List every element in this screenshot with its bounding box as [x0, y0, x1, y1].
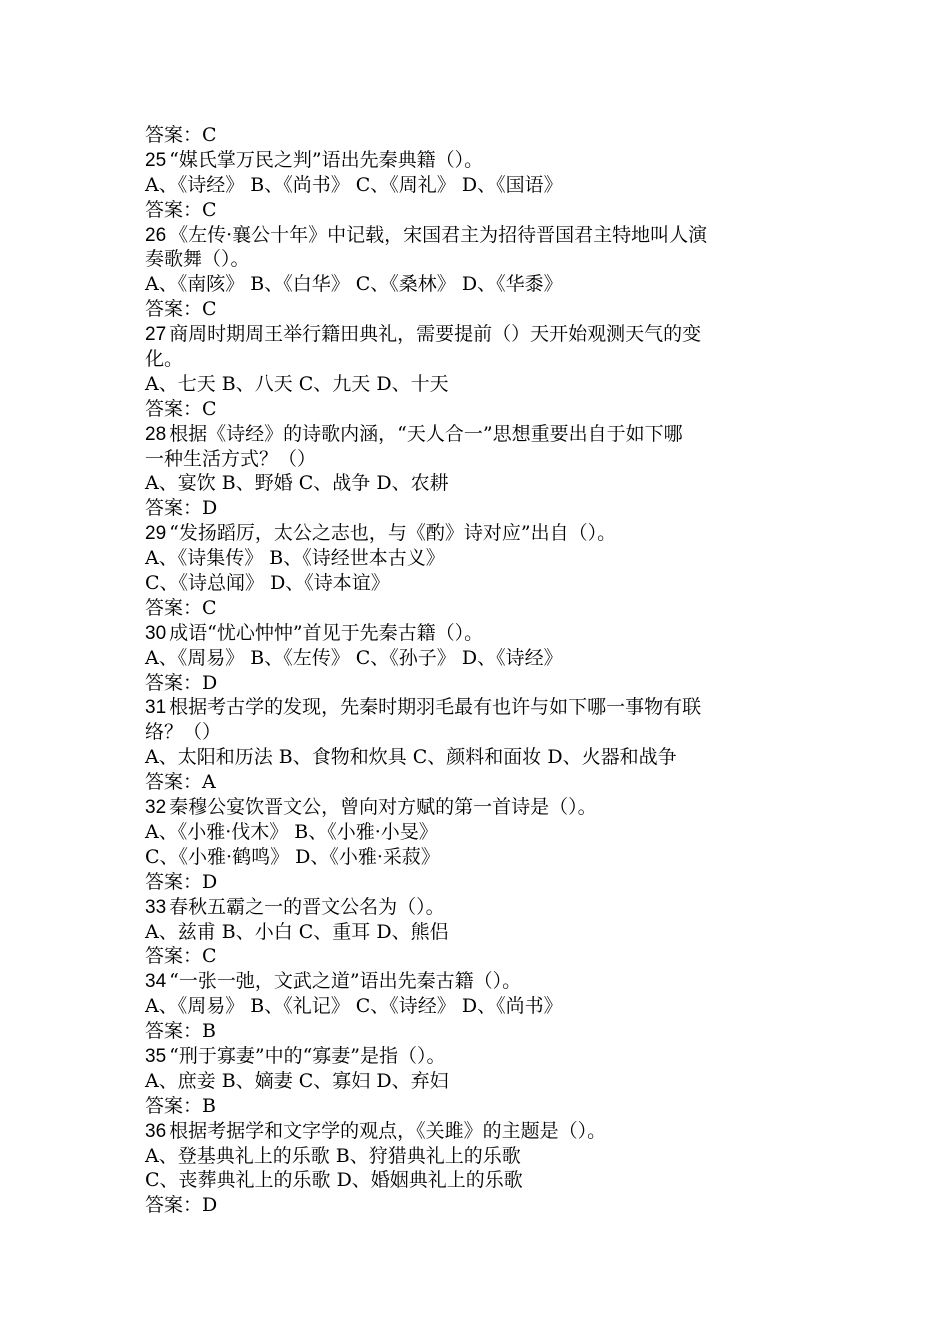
- question-item: [145, 322, 825, 422]
- question-stem-line: [145, 422, 825, 447]
- answer-line: 答案：D: [145, 671, 218, 694]
- question-stem-line: [145, 148, 825, 173]
- document-page: [145, 123, 825, 1218]
- answer-line: 答案：C: [145, 198, 217, 221]
- answer-line: 答案：C: [145, 298, 217, 321]
- question-item: [145, 795, 825, 895]
- question-stem-line: [145, 521, 825, 546]
- question-stem-text: 化。: [145, 348, 184, 371]
- question-stem-text: 根据考古学的发现，先秦时期羽毛最有也许与如下哪一事物有联: [169, 696, 702, 719]
- question-stem-text: 奏歌舞（）。: [145, 248, 250, 271]
- question-stem-text: 商周时期周王举行籍田典礼，需要提前（）天开始观测天气的变: [169, 323, 702, 346]
- question-number: 25: [145, 149, 167, 171]
- question-stem-text: “发扬蹈厉，太公之志也，与《酌》诗对应”出自（）。: [169, 522, 617, 545]
- question-number: 28: [145, 423, 167, 445]
- question-stem-line: [145, 223, 825, 248]
- question-number: 33: [145, 896, 167, 918]
- question-options-line: A、兹甫 B、小白 C、重耳 D、熊侣: [145, 920, 449, 943]
- question-stem-text: “媒氏掌万民之判”语出先秦典籍（）。: [169, 148, 484, 171]
- question-options-line: A、庶妾 B、嫡妻 C、寡妇 D、弃妇: [145, 1069, 449, 1092]
- question-stem-text: 络？（）: [145, 721, 222, 744]
- question-stem-line: [145, 795, 825, 820]
- question-item: [145, 521, 825, 621]
- question-stem-text: 秦穆公宴饮晋文公，曾向对方赋的第一首诗是（）。: [169, 796, 597, 819]
- question-item: [145, 148, 825, 223]
- question-stem-text: 成语“忧心忡忡”首见于先秦古籍（）。: [169, 621, 484, 644]
- question-number: 31: [145, 697, 167, 719]
- question-stem-text: 根据考据学和文字学的观点，《关雎》的主题是（）。: [169, 1119, 607, 1142]
- answer-line: 答案：B: [145, 1094, 216, 1117]
- question-options-line: C、《小雅·鹤鸣》 D、《小雅·采菽》: [145, 845, 440, 868]
- question-options-line: A、《诗经》 B、《尚书》 C、《周礼》 D、《国语》: [145, 173, 563, 196]
- question-item: [145, 895, 825, 970]
- answer-line: 答案：D: [145, 1194, 218, 1217]
- question-stem-line: [145, 1119, 825, 1144]
- answer-line: 答案：C: [145, 397, 217, 420]
- question-options-line: A、《周易》 B、《左传》 C、《孙子》 D、《诗经》: [145, 646, 563, 669]
- question-options-line: A、《南陔》 B、《白华》 C、《桑林》 D、《华黍》: [145, 273, 563, 296]
- question-options-line: A、太阳和历法 B、食物和炊具 C、颜料和面妆 D、火器和战争: [145, 746, 677, 769]
- question-number: 29: [145, 523, 167, 545]
- question-item: [145, 1044, 825, 1119]
- question-stem-line: [145, 969, 825, 994]
- question-stem-text: 根据《诗经》的诗歌内涵，“天人合一”思想重要出自于如下哪: [169, 422, 683, 445]
- question-stem-line: [145, 322, 825, 347]
- question-stem-text: 春秋五霸之一的晋文公名为（）。: [169, 895, 445, 918]
- question-stem-line: [145, 347, 825, 372]
- question-stem-text: “刑于寡妻”中的“寡妻”是指（）。: [169, 1044, 446, 1067]
- question-list: [145, 148, 825, 1218]
- question-number: 27: [145, 324, 167, 346]
- answer-line: 答案：B: [145, 1020, 216, 1043]
- question-options-line: A、七天 B、八天 C、九天 D、十天: [145, 372, 449, 395]
- question-item: [145, 969, 825, 1044]
- answer-line: 答案：A: [145, 771, 216, 794]
- question-stem-line: [145, 1044, 825, 1069]
- answer-line: 答案：C: [145, 124, 217, 146]
- question-number: 34: [145, 971, 167, 993]
- question-stem-text: 《左传·襄公十年》中记载，宋国君主为招待晋国君主特地叫人演: [169, 223, 708, 246]
- question-item: [145, 621, 825, 696]
- question-stem-line: [145, 895, 825, 920]
- question-stem-text: “一张一弛，文武之道”语出先秦古籍（）。: [169, 970, 522, 993]
- answer-line: 答案：C: [145, 945, 217, 968]
- question-number: 32: [145, 797, 167, 819]
- question-stem-line: [145, 447, 825, 472]
- question-options-line: C、丧葬典礼上的乐歌 D、婚姻典礼上的乐歌: [145, 1169, 523, 1192]
- question-number: 30: [145, 622, 167, 644]
- question-options-line: A、登基典礼上的乐歌 B、狩猎典礼上的乐歌: [145, 1144, 521, 1167]
- question-stem-line: [145, 247, 825, 272]
- answer-line: 答案：D: [145, 497, 218, 520]
- question-number: 36: [145, 1120, 167, 1142]
- question-item: [145, 422, 825, 522]
- question-options-line: A、宴饮 B、野婚 C、战争 D、农耕: [145, 472, 449, 495]
- question-number: 26: [145, 224, 167, 246]
- question-options-line: C、《诗总闻》 D、《诗本谊》: [145, 572, 390, 595]
- question-options-line: A、《诗集传》 B、《诗经世本古义》: [145, 547, 445, 570]
- question-options-line: A、《周易》 B、《礼记》 C、《诗经》 D、《尚书》: [145, 995, 563, 1018]
- question-item: [145, 223, 825, 323]
- question-options-line: A、《小雅·伐木》 B、《小雅·小旻》: [145, 820, 438, 843]
- question-item: [145, 695, 825, 795]
- answer-line: 答案：C: [145, 596, 217, 619]
- question-stem-text: 一种生活方式？（）: [145, 447, 317, 470]
- question-stem-line: [145, 695, 825, 720]
- question-item: [145, 1119, 825, 1219]
- answer-line: 答案：D: [145, 870, 218, 893]
- question-stem-line: [145, 720, 825, 745]
- question-number: 35: [145, 1045, 167, 1067]
- question-stem-line: [145, 621, 825, 646]
